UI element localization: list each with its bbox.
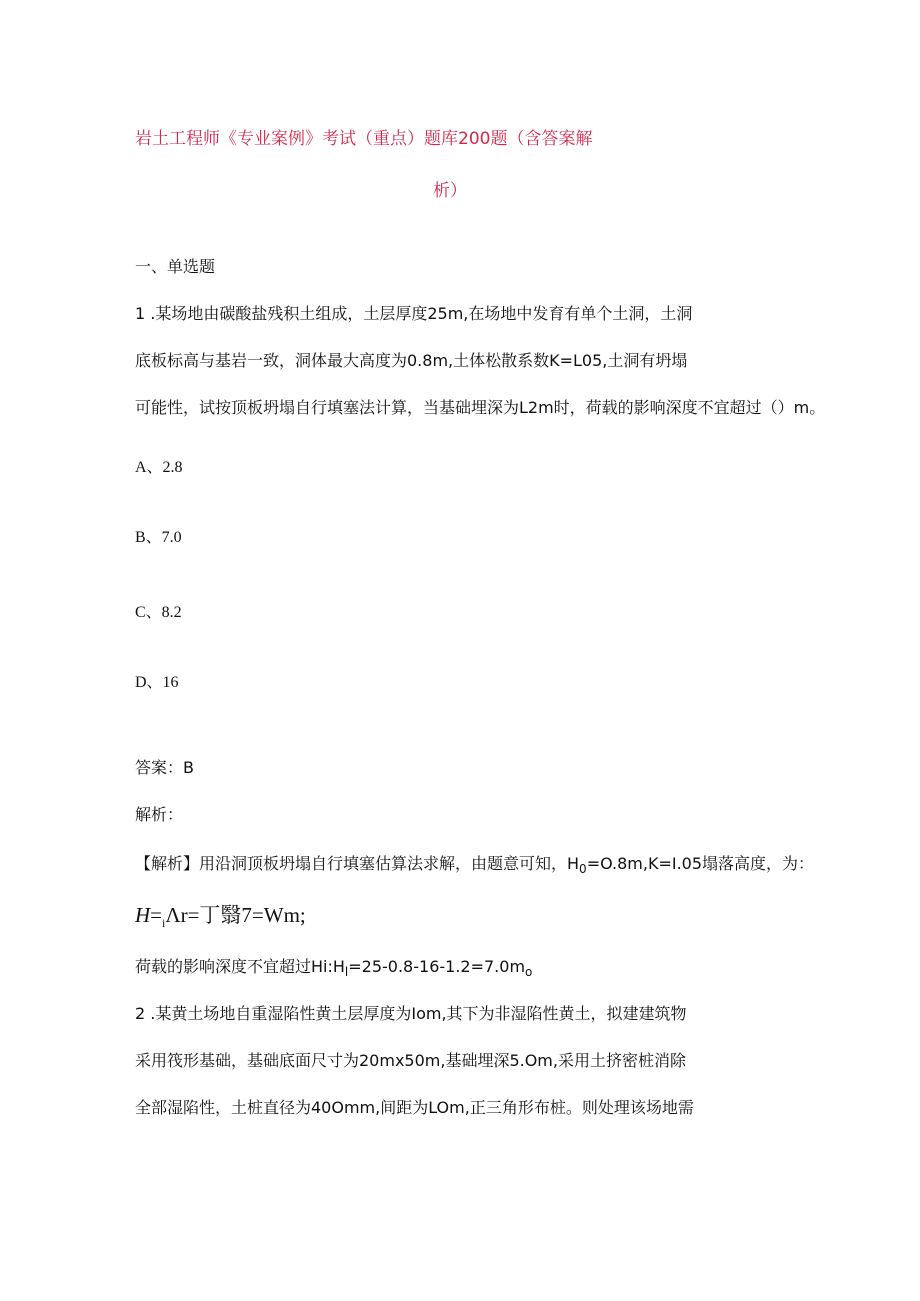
question-2-line2: 采用筏形基础，基础底面尺寸为20mx50m,基础埋深5.Om,采用土挤密桩消除 [135,1051,686,1070]
formula-subscript: i [162,916,166,931]
question-2-line1: 2 .某黄土场地自重湿陷性黄土层厚度为Iom,其下为非湿陷性黄土，拟建建筑物 [135,1004,687,1023]
question-2-line3: 全部湿陷性，土桩直径为40Omm,间距为LOm,正三角形布桩。则处理该场地需 [135,1098,694,1117]
question-1-line2: 底板标高与基岩一致，洞体最大高度为0.8m,土体松散系数K=L05,土洞有坍塌 [135,351,688,370]
analysis-line1-tail: =O.8m,K=I.05塌落高度，为： [586,854,815,873]
analysis-line1-text: 【解析】用沿洞顶板坍塌自行填塞估算法求解，由题意可知，H [135,854,580,873]
question-1-line1: 1 .某场地由碳酸盐残积土组成，土层厚度25m,在场地中发育有单个土洞，土洞 [135,304,693,323]
analysis-line1-subscript: 0 [579,862,587,877]
question-1-line3: 可能性，试按顶板坍塌自行填塞法计算，当基础埋深为L2m时，荷载的影响深度不宜超过（）m。 [135,398,826,417]
load-depth-tail: o [525,965,533,980]
option-c: C、8.2 [135,604,182,621]
option-d: D、16 [135,674,179,691]
load-depth-text: 荷载的影响深度不宜超过Hi:H [135,957,345,976]
load-depth-line [135,956,532,978]
formula-equals: = [150,903,163,927]
formula-body: Λr=丁翳7=Wm; [165,903,306,927]
answer: 答案：B [135,758,194,777]
document-title-line1: 岩土工程师《专业案例》考试（重点）题库200题（含答案解 [135,129,593,149]
option-a: A、2.8 [135,459,183,476]
analysis-line1 [135,853,814,875]
collapse-height-formula [135,902,306,931]
document-title-line2: 析） [433,181,467,201]
formula-symbol: H [135,903,151,927]
section-heading: 一、单选题 [135,257,216,276]
load-depth-value: =25-0.8-16-1.2=7.0m [348,957,526,976]
analysis-label: 解析： [135,805,184,824]
option-b: B、7.0 [135,529,182,546]
load-depth-subscript: l [344,965,349,980]
